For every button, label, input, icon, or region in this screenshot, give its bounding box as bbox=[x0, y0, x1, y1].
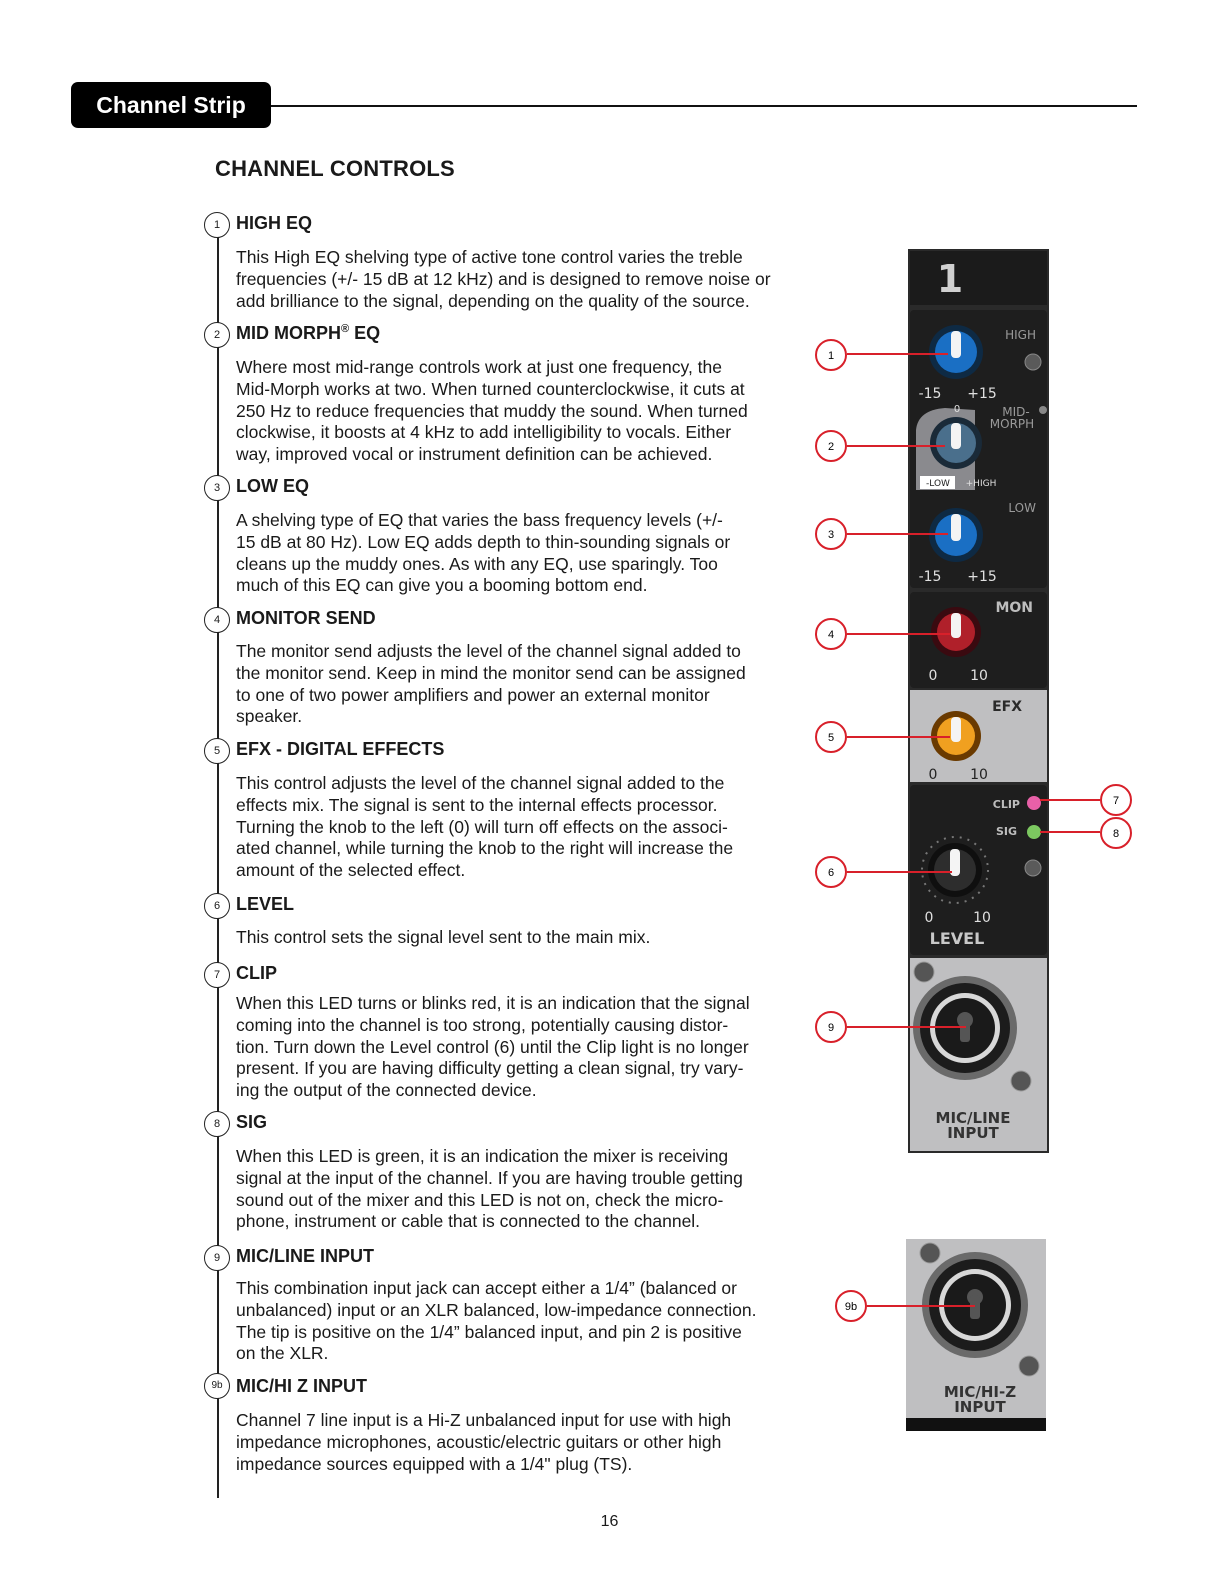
section-tab: Channel Strip bbox=[71, 82, 271, 128]
sig-label: SIG bbox=[995, 825, 1017, 838]
svg-text:5: 5 bbox=[827, 732, 835, 744]
mon-label: MON bbox=[995, 600, 1033, 616]
efx-min-label: 0 bbox=[928, 767, 938, 783]
low-label: LOW bbox=[1008, 501, 1036, 515]
efx-max-label: 10 bbox=[970, 767, 988, 783]
hiz-input-label-2: INPUT bbox=[954, 1398, 1006, 1416]
item-title: EFX - DIGITAL EFFECTS bbox=[236, 739, 445, 759]
item-number-badge: 6 bbox=[204, 893, 230, 919]
callout-5 bbox=[816, 722, 846, 752]
item-number-badge: 9b bbox=[204, 1373, 230, 1399]
svg-text:9b: 9b bbox=[844, 1301, 858, 1313]
hiz-input-label: MIC/HI-Z bbox=[943, 1383, 1017, 1401]
svg-text:4: 4 bbox=[827, 629, 835, 641]
mon-max-label: 10 bbox=[970, 668, 988, 684]
item-number-badge: 8 bbox=[204, 1111, 230, 1137]
mon-min-label: 0 bbox=[928, 668, 938, 684]
screw-icon bbox=[920, 1243, 940, 1263]
callout-7 bbox=[1101, 785, 1131, 815]
morph-high-label: +HIGH bbox=[965, 479, 997, 489]
page-number: 16 bbox=[600, 1513, 619, 1530]
morph-zero-label: 0 bbox=[953, 404, 961, 415]
item-description: This combination input jack can accept either a 1/4” (balanced or unbalanced) input or an XLR balanced, low-impedance connection. The tip is positive on the 1/4” balanced input, and pin 2 is positive on the XLR. bbox=[236, 1278, 757, 1364]
item-description: A shelving type of EQ that varies the bass frequency levels (+/- 15 dB at 80 Hz). Low EQ adds depth to thin-sounding signals or cleans up the muddy ones. As with any EQ, use sparingly. Too much of this EQ can give you a booming bottom end. bbox=[236, 510, 731, 596]
screw-icon bbox=[1025, 354, 1041, 370]
efx-label: EFX bbox=[992, 699, 1022, 715]
item-description: This High EQ shelving type of active tone control varies the treble frequencies (+/- 15 dB at 12 kHz) and is designed to remove noise or add brilliance to the signal, depending on the quality of the source. bbox=[236, 247, 771, 311]
item-title: MIC/LINE INPUT bbox=[236, 1246, 374, 1266]
callout-9b bbox=[836, 1291, 866, 1321]
item-number-badge: 3 bbox=[204, 475, 230, 501]
svg-text:1: 1 bbox=[827, 350, 835, 362]
high-min-label: -15 bbox=[918, 386, 942, 402]
item-title: MONITOR SEND bbox=[236, 608, 376, 628]
input-label-2: INPUT bbox=[947, 1124, 999, 1142]
high-max-label: +15 bbox=[967, 386, 997, 402]
item-title: LOW EQ bbox=[236, 476, 309, 496]
screw-icon bbox=[1019, 1356, 1039, 1376]
timeline-line bbox=[217, 236, 219, 1498]
item-title: HIGH EQ bbox=[236, 213, 313, 233]
channel-header bbox=[910, 251, 1047, 305]
high-label: HIGH bbox=[1005, 328, 1036, 342]
callout-8 bbox=[1101, 818, 1131, 848]
svg-text:7: 7 bbox=[1112, 795, 1120, 807]
channel-number: 1 bbox=[936, 257, 964, 301]
screw-icon bbox=[914, 962, 934, 982]
level-max-label: 10 bbox=[973, 910, 991, 926]
item-description: Channel 7 line input is a Hi-Z unbalanced input for use with high impedance microphones, acoustic/electric guitars or other high impedance sources equipped with a 1/4" plug (TS). bbox=[236, 1410, 732, 1474]
svg-text:6: 6 bbox=[827, 867, 835, 879]
callout-2 bbox=[816, 431, 846, 461]
level-min-label: 0 bbox=[924, 910, 934, 926]
low-min-label: -15 bbox=[918, 569, 942, 585]
input-label: MIC/LINE bbox=[935, 1109, 1011, 1127]
item-description: Where most mid-range controls work at just one frequency, the Mid-Morph works at two. When turned counterclockwise, it cuts at 250 Hz to reduce frequencies that muddy the sound. When turned clockwise, it boosts at 4 kHz to add intelligibility to vocals. Either way, improved vocal or instrument definition can be achieved. bbox=[236, 357, 748, 465]
callout-9 bbox=[816, 1012, 846, 1042]
screw-icon bbox=[1011, 1071, 1031, 1091]
item-number-badge: 9 bbox=[204, 1245, 230, 1271]
level-label: LEVEL bbox=[929, 929, 985, 948]
callout-6 bbox=[816, 857, 846, 887]
channel-strip-diagram bbox=[800, 230, 1160, 1440]
item-number-badge: 4 bbox=[204, 607, 230, 633]
item-description: When this LED is green, it is an indication the mixer is receiving signal at the input of the channel. If you are having trouble getting sound out of the mixer and this LED is not on, check the micro- phone, instrument or cable that is connected to the channel. bbox=[236, 1146, 743, 1232]
header-rule bbox=[271, 105, 1137, 107]
morph-low-label: -LOW bbox=[926, 479, 950, 489]
page-title: CHANNEL CONTROLS bbox=[215, 156, 455, 181]
item-title: SIG bbox=[236, 1112, 268, 1132]
screw-icon bbox=[1039, 406, 1047, 414]
low-max-label: +15 bbox=[967, 569, 997, 585]
clip-led bbox=[1027, 796, 1041, 810]
item-description: The monitor send adjusts the level of the channel signal added to the monitor send. Keep in mind the monitor send can be assigned to one of two power amplifiers and power an external monitor speaker. bbox=[236, 641, 746, 727]
item-title: MIC/HI Z INPUT bbox=[236, 1376, 367, 1396]
item-title: CLIP bbox=[236, 963, 278, 983]
item-description: This control sets the signal level sent to the main mix. bbox=[236, 927, 651, 947]
item-number-badge: 1 bbox=[204, 212, 230, 238]
item-description: This control adjusts the level of the channel signal added to the effects mix. The signal is sent to the internal effects processor. Turning the knob to the left (0) will turn off effects on the associ- ated channel, while turning the knob to the right will increase the amount of the selected effect. bbox=[236, 773, 734, 881]
mid-morph-label: MID- bbox=[1002, 405, 1030, 419]
callout-3 bbox=[816, 519, 846, 549]
item-number-badge: 7 bbox=[204, 962, 230, 988]
sig-led bbox=[1027, 825, 1041, 839]
mid-morph-label-2: MORPH bbox=[989, 417, 1035, 431]
screw-icon bbox=[1025, 860, 1041, 876]
item-number-badge: 5 bbox=[204, 738, 230, 764]
svg-text:2: 2 bbox=[827, 441, 835, 453]
item-number-badge: 2 bbox=[204, 322, 230, 348]
item-title: LEVEL bbox=[236, 894, 295, 914]
svg-text:8: 8 bbox=[1112, 828, 1120, 840]
item-title: MID MORPH® EQ bbox=[236, 323, 381, 343]
callout-4 bbox=[816, 619, 846, 649]
svg-text:3: 3 bbox=[827, 529, 835, 541]
clip-label: CLIP bbox=[992, 798, 1020, 811]
svg-text:9: 9 bbox=[827, 1022, 835, 1034]
item-description: When this LED turns or blinks red, it is an indication that the signal coming into the channel is too strong, potentially causing distor- tion. Turn down the Level control (6) until the Clip light is no longer present. If you are having difficulty getting a clean signal, try vary- ing the output of the connected device. bbox=[236, 993, 750, 1101]
callout-1 bbox=[816, 340, 846, 370]
